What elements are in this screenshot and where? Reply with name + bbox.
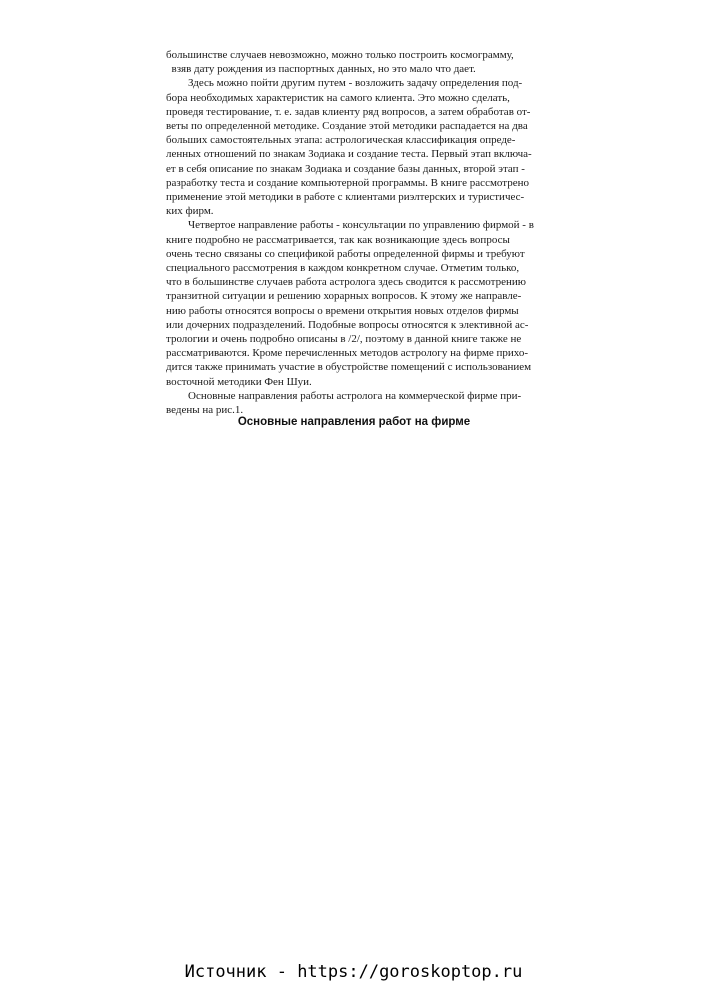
text-line: Четвертое направление работы - консультации по управлению фирмой - в <box>166 219 534 232</box>
text-line: применение этой методики в работе с клиентами риэлтерских и туристичес- <box>166 191 525 204</box>
text-line: книге подробно не рассматривается, так как возникающие здесь вопросы <box>166 233 510 246</box>
text-line: дится также принимать участие в обустройстве помещений с использованием <box>166 361 532 374</box>
text-line: Основные направления работы астролога на коммерческой фирме при- <box>166 389 522 402</box>
text-line: трологии и очень подробно описаны в /2/, поэтому в данной книге также не <box>166 333 522 346</box>
body-text <box>166 48 542 417</box>
text-line: больших самостоятельных этапа: астрологическая классификация опреде- <box>166 134 516 147</box>
text-line: ет в себя описание по знакам Зодиака и создание базы данных, второй этап - <box>166 162 525 175</box>
text-line: нию работы относятся вопросы о времени открытия новых отделов фирмы <box>166 304 519 317</box>
text-line: рассматриваются. Кроме перечисленных методов астрологу на фирме прихо- <box>166 347 529 360</box>
text-line: веты по определенной методике. Создание этой методики распадается на два <box>166 120 528 133</box>
text-line: бора необходимых характеристик на самого клиента. Это можно сделать, <box>166 91 510 104</box>
text-line: разработку теста и создание компьютерной программы. В книге рассмотрено <box>166 176 529 189</box>
text-line: специального рассмотрения в каждом конкретном случае. Отметим только, <box>166 262 520 275</box>
text-line: проведя тестирование, т. е. задав клиенту ряд вопросов, а затем обработав от- <box>166 105 531 118</box>
figure-title: Основные направления работ на фирме <box>237 416 471 428</box>
text-line: или дочерних подразделений. Подобные вопросы относятся к элективной ас- <box>166 318 529 331</box>
text-line: Здесь можно пойти другим путем - возложить задачу определения под- <box>166 77 523 90</box>
text-line: транзитной ситуации и решению хорарных вопросов. К этому же направле- <box>166 290 522 303</box>
text-line: ких фирм. <box>166 205 214 218</box>
text-line: восточной методики Фен Шуи. <box>166 375 312 388</box>
text-line: ленных отношений по знакам Зодиака и создание теста. Первый этап включа- <box>166 148 532 161</box>
source-footer: Источник - https://goroskoptop.ru <box>184 962 523 982</box>
text-line: взяв дату рождения из паспортных данных, но это мало что дает. <box>166 63 476 76</box>
text-line: очень тесно связаны со спецификой работы определенной фирмы и требуют <box>166 247 525 260</box>
text-line: ведены на рис.1. <box>166 404 244 417</box>
text-line: что в большинстве случаев работа астролога здесь сводится к рассмотрению <box>166 276 526 289</box>
text-line: большинстве случаев невозможно, можно только построить космограмму, <box>166 49 514 61</box>
